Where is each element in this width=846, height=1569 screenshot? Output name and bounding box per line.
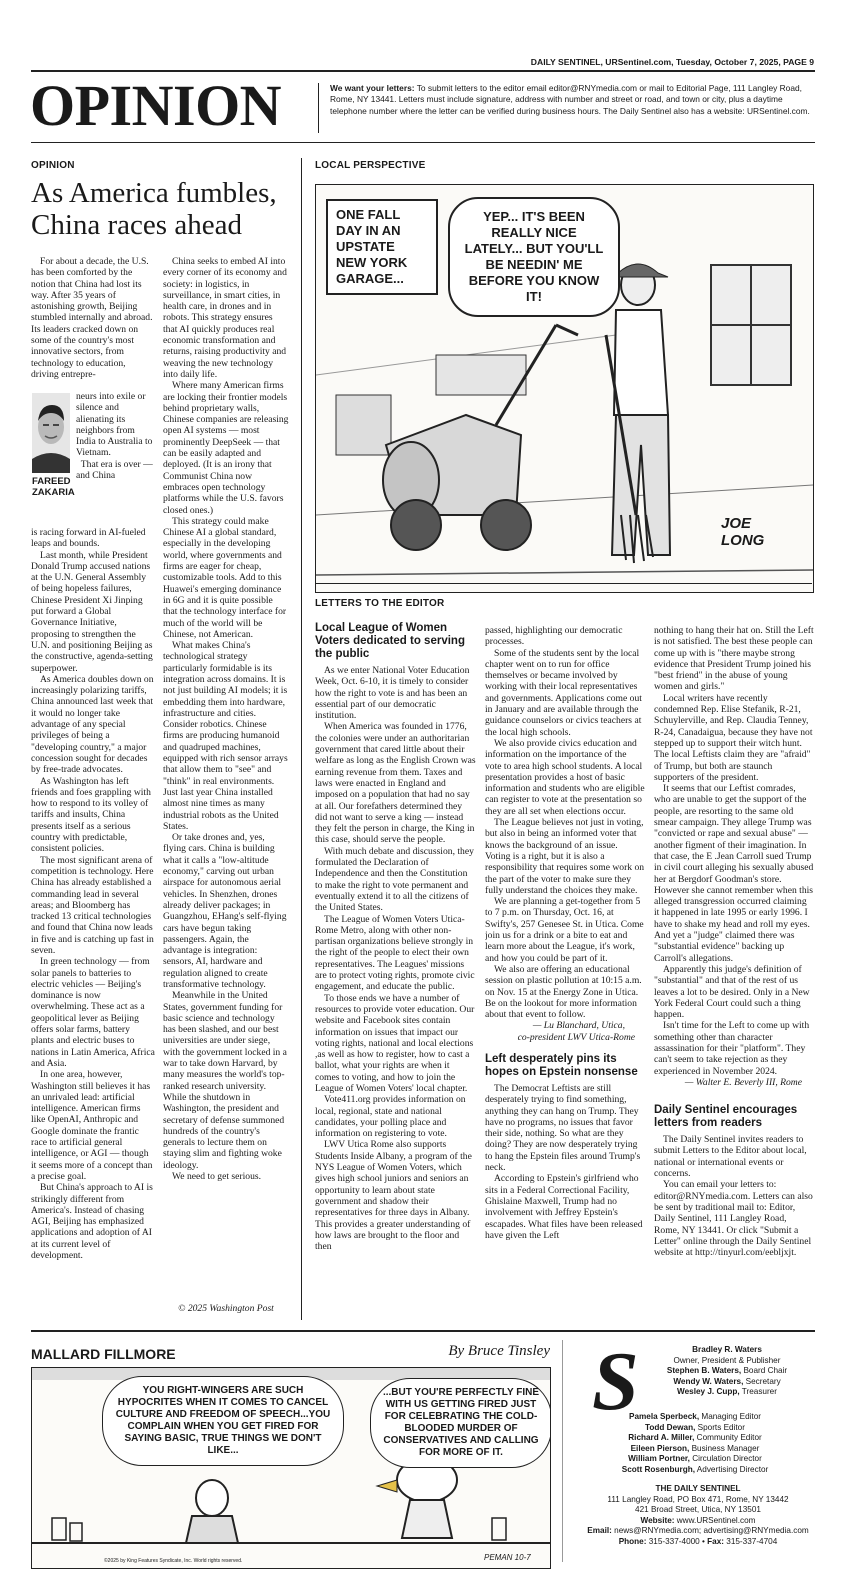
letters-col2 <box>485 625 645 1315</box>
comic-copyright: ©2025 by King Features Syndicate, Inc. World rights reserved. <box>104 1558 243 1564</box>
column-divider <box>301 158 302 1320</box>
column-paragraph: But China's approach to AI is strikingly different from America's. Instead of chasing AGI, Beijing has emphasized applications and adoption of AI at its current level of development. <box>31 1182 153 1261</box>
column-paragraph-tail: is racing forward in AI-fueled leaps and bounds. <box>31 527 146 550</box>
letter-paragraph: We also provide civics education and information on the importance of the vote to area high school students. A local presentation provides a host of basic information and students who are eligible can register to vote at the presentation so they are all set when elections occur. <box>485 737 645 817</box>
masthead-contact <box>578 1484 818 1548</box>
column-paragraph: China seeks to embed AI into every corner of its economy and society: in logistics, in surveillance, in smart cities, in health care, in drones and in robots. This strategy ensures that AI quickly produces real economic transformation and returns, raising productivity and weaving the new technology into daily life. <box>163 256 287 380</box>
letter-paragraph: The League believes not just in voting, but also in being an informed voter that knows the background of an issue. Voting is a right, but it is also a responsibility that requires some work on the part of the voter to make sure they fully understand the choices they make. <box>485 817 645 896</box>
comic-title: MALLARD FILLMORE <box>31 1346 176 1362</box>
cartoon-caption-box: ONE FALL DAY IN AN UPSTATE NEW YORK GARAGE... <box>326 199 438 295</box>
letter-paragraph: We are planning a get-together from 5 to 7 p.m. on Thursday, Oct. 16, at Swifty's, 257 Genesee St. in Utica. Come join us for a drink or a bite to eat and learn more about the League, it's work, and how you could be part of it. <box>485 896 644 964</box>
staff-line: Wesley J. Cupp, Treasurer <box>677 1387 777 1397</box>
website-line: Website: www.URSentinel.com <box>640 1515 756 1525</box>
column-paragraph: We need to get serious. <box>172 1171 262 1183</box>
phone-line: Phone: 315-337-4000 • Fax: 315-337-4704 <box>618 1536 778 1546</box>
staff-line: Wendy W. Waters, Secretary <box>673 1376 781 1386</box>
address-line: 111 Langley Road, PO Box 471, Rome, NY 13442 <box>607 1494 789 1504</box>
letter-paragraph: passed, highlighting our democratic processes. <box>485 625 623 648</box>
staff-line: Scott Rosenburgh, Advertising Director <box>621 1464 769 1474</box>
letter-paragraph: According to Epstein's girlfriend who sits in a Federal Correctional Facility, Ghislaine Maxwell, Trump had no involvement with Jeffrey Epstein's escapades. What files have been released have given the Left <box>485 1173 643 1241</box>
column-paragraph: Where many American firms are locking their frontier models behind proprietary walls, Chinese companies are releasing open AI systems — most prominently DeepSeek — that can be easily adapted and deployed. (It is an irony that Communist China now embraces open technology platforms while the U.S. favors closed ones.) <box>163 380 289 516</box>
staff-line: Eileen Pierson, Business Manager <box>630 1443 760 1453</box>
page-title: OPINION <box>30 73 282 138</box>
letter-signature: co-president LWV Utica-Rome <box>517 1031 635 1043</box>
column-headline: As America fumbles, China races ahead <box>31 177 277 241</box>
staff-line: William Portner, Circulation Director <box>628 1454 762 1464</box>
staff-line: Todd Dewan, Sports Editor <box>645 1422 745 1432</box>
local-cartoon <box>315 184 814 593</box>
comic-right-bubble: ...BUT YOU'RE PERFECTLY FINE WITH US GETTING FIRED JUST FOR CELEBRATING THE COLD-BLOODED MURDER OF CONSERVATIVES AND CALLING FOR MORE OF IT. <box>370 1378 551 1468</box>
letter-paragraph: As we enter National Voter Education Week, Oct. 6-10, it is timely to consider how the right to vote is and has been an essential part of our democratic institution. <box>315 665 470 722</box>
letter-paragraph: The Democrat Leftists are still desperately trying to find something, anything they can hang on Trump. They have no programs, no issues that favor their side, nothing. So what are they doing? They are now desperately trying to hang the Epstein files around Trump's neck. <box>485 1082 641 1174</box>
letter-headline: Left desperately pins its hopes on Epstein nonsense <box>485 1052 638 1078</box>
staff-line: Richard A. Miller, Community Editor <box>628 1433 762 1443</box>
letter-paragraph: We also are offering an educational session on plastic pollution at 10:15 a.m. on Nov. 15 at the Energy Zone in Utica. Be on the lookout for more information about that event to follow. <box>485 963 642 1021</box>
paper-name: THE DAILY SENTINEL <box>655 1484 741 1493</box>
letters-rule <box>315 583 812 584</box>
column-col1-wrap <box>76 391 155 526</box>
column-paragraph: This strategy could make Chinese AI a global standard, especially in the developing world, where governments and firms are eager for cheap, customizable tools. Add to this Huawei's emerging dominance in 6G and it is quite possible that the technology interface for much of the world will be Chinese, not American. <box>163 515 287 640</box>
letter-body <box>315 665 476 1252</box>
column-paragraph-wrap: neurs into exile or silence and alienating its neighbors from India to Australia to Vietnam. That era is over — and China <box>76 391 153 482</box>
local-section-label: LOCAL PERSPECTIVE <box>315 160 426 171</box>
column-paragraph: Last month, while President Donald Trump accused nations at the U.N. General Assembly of being hopeless failures, Chinese President Xi Jinping put forward a Global Governance Initiative, proposing to strengthen the U.N. and positioning Beijing as the constructive, agenda-setting superpower. <box>31 549 153 674</box>
title-divider <box>318 83 319 133</box>
column-paragraph: As Washington has left friends and foes grappling with how to respond to its volley of tariffs and insults, China presents itself as a serious country with predictable, consistent policies. <box>31 775 151 855</box>
letter-signature: — Walter E. Beverly III, Rome <box>684 1076 802 1088</box>
staff-line: Bradley R. Waters <box>692 1345 762 1354</box>
masthead-top-staff <box>652 1345 802 1398</box>
folio-rule <box>31 70 815 72</box>
letter-paragraph: When America was founded in 1776, the colonies were under an authoritarian government that cared little about their welfare as long as the English Crown was earning revenue from them. Taxes and laws were enacted in England and imposed on a population that had no say at all. Our forefathers determined they did not want to serve a king — instead they felt the person in charge, the King in this case, should serve the people. <box>315 721 476 846</box>
comic-signature: PEMAN 10-7 <box>484 1553 531 1562</box>
author-portrait-icon <box>32 393 70 473</box>
column-col1-top <box>31 256 155 391</box>
bottom-rule <box>31 1330 815 1332</box>
column-section-label: OPINION <box>31 160 75 171</box>
column-col1 <box>31 527 155 1314</box>
letter-paragraph: Apparently this judge's definition of "substantial" and that of the rest of us leaves a lot to be desired. Only in a New York Federal Court could such a thing happen. <box>654 963 810 1021</box>
letter-paragraph: LWV Utica Rome also supports Students Inside Albany, a program of the NYS League of Women Voters, which gives high school juniors and seniors an opportunity to learn about state government and shadow their representatives for three days in Albany. This provides a greater understanding of how laws are brought to the floor and then <box>315 1139 472 1253</box>
letter-signature: — Lu Blanchard, Utica, <box>532 1020 625 1032</box>
letter-paragraph: Some of the students sent by the local chapter went on to run for office themselves or became involved by working with their local representatives and governments. Applications come out in January and are available through the guidance counselors or civics teachers at the local high schools. <box>485 647 642 738</box>
letter-headline: Daily Sentinel encourages letters from readers <box>654 1104 798 1130</box>
masthead-staff <box>600 1412 790 1476</box>
letter-paragraph: Isn't time for the Left to come up with something other than character assassination for their "platform". They can't seem to take rejection as they experienced in November 2024. <box>654 1020 810 1077</box>
staff-line: Owner, President & Publisher <box>673 1355 781 1365</box>
column-paragraph: Or take drones and, yes, flying cars. China is building what it calls a "low-altitude economy," carving out urban airspace for autonomous aerial vehicles. In Shenzhen, drones already deliver packages; in Guangzhou, EHang's self-flying cars have begun taking passengers. Again, the advantage is integration: sensors, AI, hardware and regulation aligned to create transformative technology. <box>163 832 287 990</box>
masthead-divider <box>562 1340 563 1562</box>
letter-paragraph: nothing to hang their hat on. Still the Left is not satisfied. The best these people can come up with is "there maybe strong evidence that President Trump joined his "best friend" in the abuse of young women and girls." <box>654 625 814 693</box>
comic-left-bubble: YOU RIGHT-WINGERS ARE SUCH HYPOCRITES WHEN IT COMES TO CANCEL CULTURE AND FREEDOM OF SPEECH...YOU COMPLAIN WHEN YOU GET FIRED FOR SAYING BASIC, TRUE THINGS WE DON'T LIKE... <box>102 1376 344 1466</box>
email-line: Email: news@RNYmedia.com; advertising@RNYmedia.com <box>587 1526 809 1536</box>
cartoon-speech-bubble: YEP... IT'S BEEN REALLY NICE LATELY... BUT YOU'LL BE NEEDIN' ME BEFORE YOU KNOW IT! <box>448 197 620 317</box>
letter-paragraph: Vote411.org provides information on local, regional, state and national candidates, your polling place and information on registering to vote. <box>315 1094 466 1140</box>
column-col2 <box>163 256 289 1306</box>
author-photo <box>32 393 70 473</box>
letters-info-label: We want your letters: <box>330 83 415 93</box>
letters-col3 <box>654 625 814 1315</box>
letter-paragraph: It seems that our Leftist comrades, who are unable to get the support of the people, are resorting to the same old smear campaign. They allege Trump was "convicted or rape and sexual abuse" — another figment of their imagination. In that case, the E .Jean Carroll sued Trump in civil court alleging his sexually abused her at Bergdorf Goodman's store. However she cannot remember when this alleged transgression occurred claiming it happened in late 1995 or early 1996. I have to shake my head and roll my eyes. And yet a "judge" claimed there was "substantial evidence" backing up Carroll's allegations. <box>654 783 814 964</box>
comic-strip <box>31 1367 551 1569</box>
letters-col1 <box>315 622 476 1314</box>
letter-paragraph: With much debate and discussion, they formulated the Declaration of Independence and then the Constitution to make the right to vote permanent and eventually extend it to all the citizens of the United States. <box>315 845 474 914</box>
column-paragraph: Meanwhile in the United States, government funding for basic science and technology has been slashed, and our best universities are under siege, with the government locked in a war to take down Harvard, by many measures the world's top-ranked research university. While the shutdown in Washington, the president and secretary of defense summoned hundreds of the country's generals to lecture them on staying slim and fighting woke ideology. <box>163 990 287 1171</box>
cartoon-signature: JOE LONG <box>721 515 765 549</box>
column-paragraph: What makes China's technological strategy particularly formidable is its integration across domains. It is not just building AI models; it is embedding them into hardware, infrastructure and cities. Consider robotics. Chinese firms are producing humanoid and quadruped machines, equipped with rich sensor arrays that allow them to "see" and "think" in real environments. Just last year China installed almost nine times as many industrial robots as the United States. <box>163 640 288 832</box>
letter-paragraph: Local writers have recently condemned Rep. Elise Stefanik, R-21, Schuylerville, and Rep. Claudia Tenney, R-24, Canadaigua, because they have not stepped up to support their witch hunt. The local Leftists claim they are "afraid" of Trump, but both are staunch supporters of the president. <box>654 692 813 783</box>
folio: DAILY SENTINEL, URSentinel.com, Tuesday, October 7, 2025, PAGE 9 <box>530 57 814 67</box>
column-paragraph: For about a decade, the U.S. has been comforted by the notion that China had lost its way. After 35 years of astonishing growth, Beijing stumbled internally and abroad. Its leaders cracked down on some of the country's most innovative sectors, from technology to education, driving entrepre- <box>31 256 153 380</box>
comic-byline: By Bruce Tinsley <box>448 1343 550 1359</box>
address-line: 421 Broad Street, Utica, NY 13501 <box>635 1505 761 1515</box>
letter-body <box>485 625 645 1043</box>
letter-body <box>654 625 814 1088</box>
author-name: FAREED ZAKARIA <box>32 476 75 498</box>
staff-line: Pamela Sperbeck, Managing Editor <box>629 1412 761 1421</box>
column-paragraph: As America doubles down on increasingly polarizing tariffs, China announced last week that it would no longer take advantage of any special privileges of being a "developing country," a major concession sought for decades by free-trade advocates. <box>31 673 154 776</box>
letter-paragraph: To those ends we have a number of resources to provide voter education. Our website and Facebook sites contain information on issues that impact our voting rights, national and local elections ,as well as how to register, how to cast a ballot, what your rights are when it comes to voting, and how to join the League of Women Voters' local chapter. <box>315 992 475 1094</box>
column-copyright: © 2025 Washington Post <box>178 1303 274 1314</box>
letter-paragraph: You can email your letters to: editor@RNYmedia.com. Letters can also be sent by traditional mail to: Editor, Daily Sentinel, 111 Langley Road, Rome, NY 13441. Or click "Submit a Letter" online through the Daily Sentinel website at http://tinyurl.com/eebljxjt. <box>654 1179 813 1259</box>
letter-body <box>485 1083 645 1241</box>
letter-paragraph: The Daily Sentinel invites readers to submit Letters to the Editor about local, national or international events or concerns. <box>654 1134 807 1180</box>
letters-info-text: To submit letters to the editor email editor@RNYmedia.com or mail to Editorial Page, 111 Langley Road, Rome, NY 13441. Letters must include signature, address with number and street or road, and town or city, plus a daytime telephone number where the letter can be verified during business hours. The Daily Sentinel also has a website: URSentinel.com. <box>330 83 810 116</box>
column-paragraph: In one area, however, Washington still believes it has an unrivaled lead: artificial intelligence. American firms like OpenAI, Anthropic and Google dominate the frantic race to artificial general intelligence, or AGI — though it seems more of a concept than a precise goal. <box>31 1069 153 1182</box>
letters-info <box>330 83 816 117</box>
staff-line: Stephen B. Waters, Board Chair <box>666 1366 788 1376</box>
column-paragraph: The most significant arena of competition is technology. Here China has already established a commanding lead in several areas; and Bloomberg has tracked 13 critical technologies and found that China now leads in five and is catching up fast in seven. <box>31 854 154 956</box>
letter-headline: Local League of Women Voters dedicated to serving the public <box>315 622 465 660</box>
letter-paragraph: The League of Women Voters Utica-Rome Metro, along with other non-partisan organizations believe strongly in the right of the people to elect their own representatives. The Leagues' missions are to protect voting rights, promote civic engagement, and educate the public. <box>315 913 475 993</box>
letters-section-label: LETTERS TO THE EDITOR <box>315 598 445 609</box>
masthead-logo: S <box>592 1335 639 1428</box>
header-rule <box>31 142 815 143</box>
column-paragraph: In green technology — from solar panels to batteries to electric vehicles — Beijing's dominance is now overwhelming. These act as a geopolitical lever as Beijing offers solar farms, battery plants and electric buses to nations in Latin America, Africa and Asia. <box>31 956 155 1069</box>
letter-body <box>654 1134 814 1258</box>
